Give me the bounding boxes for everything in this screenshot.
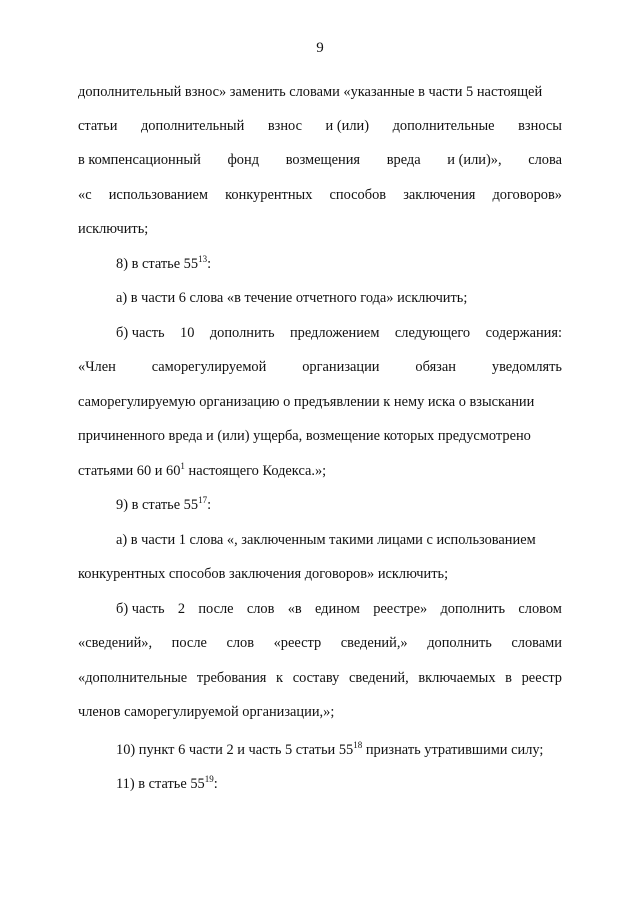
list-item: [116, 774, 562, 794]
word: взносы: [518, 118, 562, 134]
word: слова: [528, 152, 562, 168]
text-line: [116, 288, 562, 308]
word: способов: [329, 187, 387, 203]
line-text: а) в части 6 слова «в течение отчетного года» исключить;: [116, 290, 468, 306]
word: организации: [302, 359, 380, 375]
word: в: [505, 670, 512, 686]
line-text: 10) пункт 6 части 2 и часть 5 статьи 55: [116, 742, 354, 758]
line-text: членов саморегулируемой организации,»;: [78, 704, 335, 720]
superscript: 13: [198, 254, 208, 264]
word: договоров»: [492, 187, 562, 203]
word: составу: [292, 670, 340, 686]
word: 2: [177, 601, 186, 617]
word: фонд: [227, 152, 260, 168]
word: следующего: [394, 325, 471, 341]
word: предложением: [289, 325, 380, 341]
word: «с: [78, 187, 92, 203]
word: использованием: [108, 187, 208, 203]
text-line: [116, 530, 562, 550]
word: реестре»: [373, 601, 428, 617]
text-line: [78, 150, 562, 170]
word: требования: [196, 670, 267, 686]
word: и (или)»,: [447, 152, 502, 168]
word: уведомлять: [491, 359, 562, 375]
word: заключения: [403, 187, 476, 203]
text-line: [78, 702, 562, 722]
text-line: [78, 564, 562, 584]
text-line: [78, 185, 562, 205]
word: в компенсационный: [78, 152, 201, 168]
line-text: причиненного вреда и (или) ущерба, возмещение которых предусмотрено: [78, 428, 531, 444]
word: «в: [287, 601, 302, 617]
line-text: 8) в статье 55: [116, 256, 199, 272]
word: включаемых: [418, 670, 496, 686]
word: возмещения: [285, 152, 361, 168]
word: словом: [518, 601, 562, 617]
text-line: [78, 426, 562, 446]
word: дополнить: [427, 635, 492, 651]
text-line: [78, 461, 562, 481]
text-line: [78, 392, 562, 412]
word: конкурентных: [225, 187, 313, 203]
word: б) часть: [116, 325, 165, 341]
word: к: [276, 670, 284, 686]
line-text: настоящего Кодекса.»;: [184, 463, 327, 479]
word: «Член: [78, 359, 116, 375]
word: дополнительный: [140, 118, 245, 134]
superscript: 1: [180, 461, 185, 471]
word: 10: [180, 325, 195, 341]
word: вреда: [386, 152, 421, 168]
word: содержания:: [485, 325, 562, 341]
line-text: 9) в статье 55: [116, 497, 199, 513]
text-line: [116, 599, 562, 619]
superscript: 17: [198, 495, 208, 505]
list-item: [116, 740, 562, 760]
word: «дополнительные: [78, 670, 188, 686]
text-line: [78, 116, 562, 136]
line-text: конкурентных способов заключения договоров» исключить;: [78, 566, 449, 582]
page-number: 9: [316, 40, 324, 56]
word: слов: [226, 635, 255, 651]
word: «реестр: [273, 635, 322, 651]
line-text: признать утратившими силу;: [362, 742, 544, 758]
word: «сведений»,: [78, 635, 153, 651]
word: сведений,»: [340, 635, 408, 651]
line-text: саморегулируемую организацию о предъявлении к нему иска о взыскании: [78, 394, 535, 410]
text-line: [78, 357, 562, 377]
word: слов: [246, 601, 275, 617]
line-text: :: [207, 497, 212, 513]
line-text: статьями 60 и 60: [78, 463, 181, 479]
text-line: [78, 668, 562, 688]
text-line: [116, 323, 562, 343]
superscript: 19: [204, 774, 214, 784]
word: едином: [314, 601, 360, 617]
word: сведений,: [349, 670, 409, 686]
word: дополнить: [209, 325, 275, 341]
text-line: [78, 219, 562, 239]
word: дополнительные: [392, 118, 495, 134]
line-text: 11) в статье 55: [116, 776, 205, 792]
line-text: исключить;: [78, 221, 149, 237]
word: после: [198, 601, 234, 617]
list-item: [116, 254, 562, 274]
word: и (или): [325, 118, 370, 134]
word: дополнить: [440, 601, 506, 617]
superscript: 18: [353, 740, 363, 750]
word: б) часть: [116, 601, 165, 617]
line-text: а) в части 1 слова «, заключенным такими лицами с использованием: [116, 532, 536, 548]
word: саморегулируемой: [151, 359, 267, 375]
word: после: [171, 635, 207, 651]
list-item: [116, 495, 562, 515]
line-text: дополнительный взнос» заменить словами «указанные в части 5 настоящей: [78, 84, 543, 100]
line-text: :: [207, 256, 212, 272]
text-line: [78, 82, 562, 102]
line-text: :: [213, 776, 218, 792]
text-line: [78, 633, 562, 653]
word: словами: [511, 635, 562, 651]
word: обязан: [415, 359, 456, 375]
word: взнос: [267, 118, 302, 134]
word: статьи: [78, 118, 118, 134]
word: реестр: [521, 670, 562, 686]
